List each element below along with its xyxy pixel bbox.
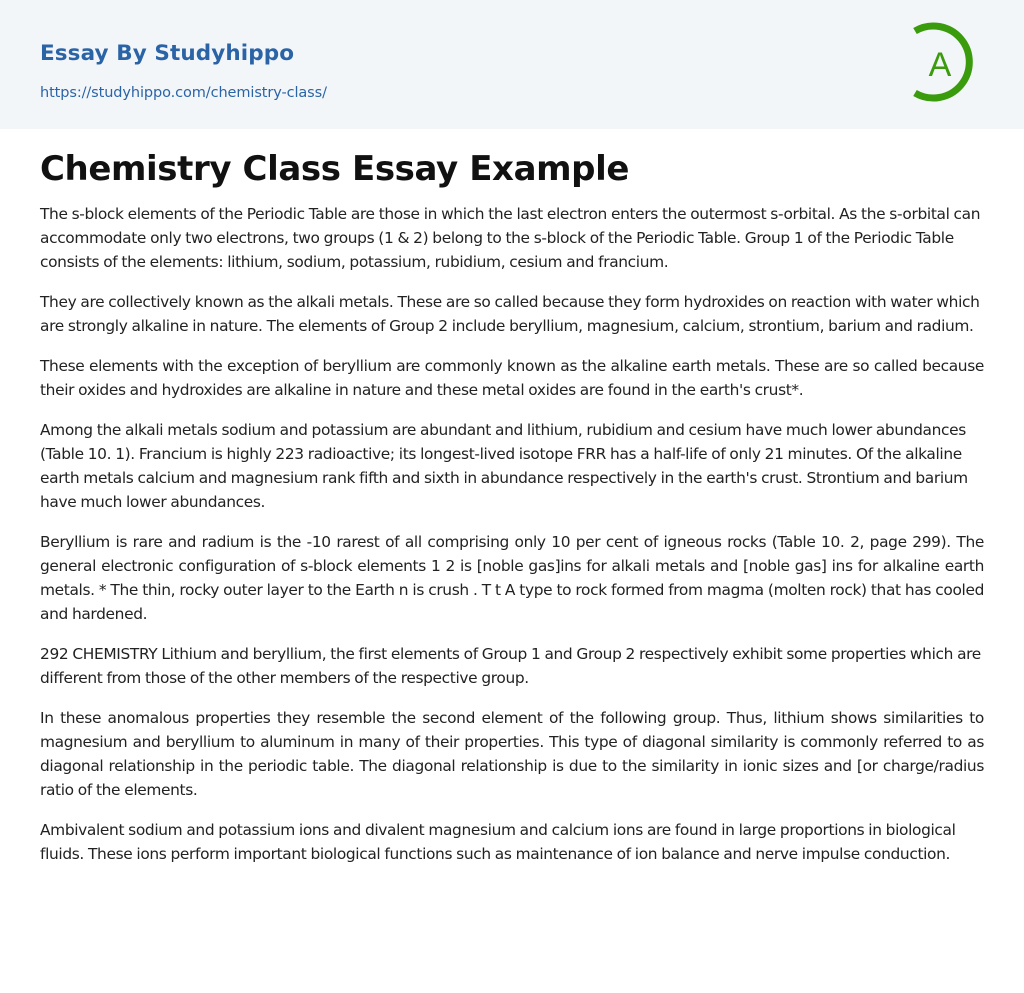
essay-main <box>0 149 1024 866</box>
site-header <box>0 0 1024 129</box>
essay-paragraph: 292 CHEMISTRY Lithium and beryllium, the first elements of Group 1 and Group 2 respectively exhibit some properties which are different from those of the other members of the respective group. <box>40 645 981 687</box>
essay-paragraph: The s-block elements of the Periodic Table are those in which the last electron enters the outermost s-orbital. As the s-orbital can accommodate only two electrons, two groups (1 & 2) belong to the s-block of the Periodic Table. Group 1 of the Periodic Table consists of the elements: lithium, sodium, potassium, rubidium, cesium and francium. <box>40 205 981 271</box>
brand-title: Essay By Studyhippo <box>40 41 295 66</box>
logo-letter: A <box>928 46 952 84</box>
essay-paragraph: These elements with the exception of beryllium are commonly known as the alkaline earth metals. These are so called because their oxides and hydroxides are alkaline in nature and these metal oxides are found in the earth's crust*. <box>40 357 984 399</box>
essay-paragraph: Beryllium is rare and radium is the -10 rarest of all comprising only 10 per cent of igneous rocks (Table 10. 2, page 299). The general electronic configuration of s-block elements 1 2 is [noble gas]ins for alkali metals and [noble gas] ins for alkaline earth metals. * The thin, rocky outer layer to the Earth n is crush . T t A type to rock formed from magma (molten rock) that has cooled and hardened. <box>40 533 984 623</box>
essay-paragraph: Among the alkali metals sodium and potassium are abundant and lithium, rubidium and cesium have much lower abundances (Table 10. 1). Francium is highly 223 radioactive; its longest-lived isotope FRR has a half-life of only 21 minutes. Of the alkaline earth metals calcium and magnesium rank fifth and sixth in abundance respectively in the earth's crust. Strontium and barium have much lower abundances. <box>40 421 968 511</box>
studyhippo-logo-icon[interactable] <box>912 18 988 106</box>
essay-paragraph: Ambivalent sodium and potassium ions and divalent magnesium and calcium ions are found in large proportions in biological fluids. These ions perform important biological functions such as maintenance of ion balance and nerve impulse conduction. <box>40 821 956 863</box>
essay-paragraph: They are collectively known as the alkali metals. These are so called because they form hydroxides on reaction with water which are strongly alkaline in nature. The elements of Group 2 include beryllium, magnesium, calcium, strontium, barium and radium. <box>40 293 980 335</box>
essay-body <box>40 202 984 866</box>
page-title: Chemistry Class Essay Example <box>40 149 629 189</box>
essay-url-link[interactable]: https://studyhippo.com/chemistry-class/ <box>40 85 327 101</box>
essay-paragraph: In these anomalous properties they resemble the second element of the following group. Thus, lithium shows similarities to magnesium and beryllium to aluminum in many of their properties. This type of diagonal similarity is commonly referred to as diagonal relationship in the periodic table. The diagonal relationship is due to the similarity in ionic sizes and [or charge/radius ratio of the elements. <box>40 709 984 799</box>
